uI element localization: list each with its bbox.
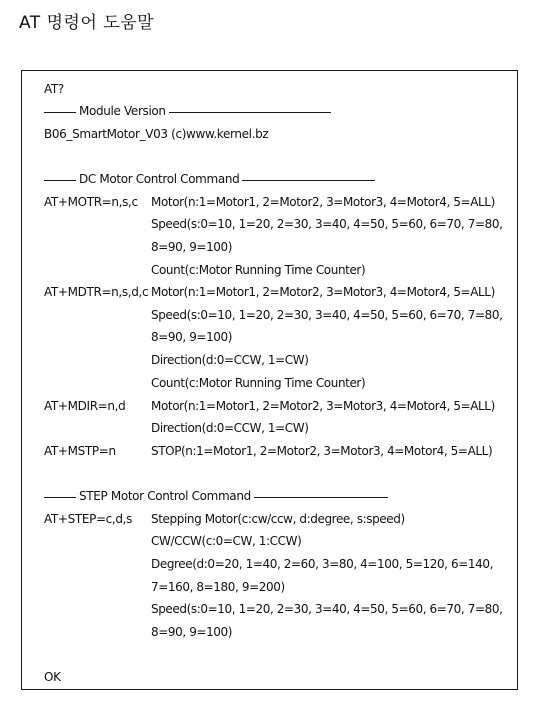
- command-desc-line: Count(c:Motor Running Time Counter): [151, 263, 366, 277]
- command-name: AT+STEP=c,d,s: [44, 512, 133, 526]
- command-desc-line: Motor(n:1=Motor1, 2=Motor2, 3=Motor3, 4=Motor4, 5=ALL): [151, 399, 495, 413]
- rule-left: [44, 180, 76, 181]
- command-desc-line: Direction(d:0=CCW, 1=CW): [151, 421, 309, 435]
- command-desc-line: Speed(s:0=10, 1=20, 2=30, 3=40, 4=50, 5=60, 6=70, 7=80,: [151, 308, 503, 322]
- query-line: AT?: [44, 82, 64, 96]
- command-name: AT+MDTR=n,s,d,c: [44, 285, 149, 299]
- command-desc-line: STOP(n:1=Motor1, 2=Motor2, 3=Motor3, 4=Motor4, 5=ALL): [151, 444, 493, 458]
- rule-right: [169, 112, 331, 113]
- rule-left: [44, 497, 76, 498]
- command-desc-line: Degree(d:0=20, 1=40, 2=60, 3=80, 4=100, 5=120, 6=140,: [151, 557, 494, 571]
- command-name: AT+MSTP=n: [44, 444, 116, 458]
- command-desc-line: Speed(s:0=10, 1=20, 2=30, 3=40, 4=50, 5=60, 6=70, 7=80,: [151, 217, 503, 231]
- ok-line: OK: [44, 670, 61, 684]
- command-name: AT+MDIR=n,d: [44, 399, 126, 413]
- command-desc-line: 8=90, 9=100): [151, 330, 233, 344]
- page-title: AT 명령어 도움말: [19, 13, 155, 33]
- command-desc-line: Motor(n:1=Motor1, 2=Motor2, 3=Motor3, 4=Motor4, 5=ALL): [151, 195, 495, 209]
- dc-motor-section-header: [44, 171, 375, 187]
- module-version-header: [44, 103, 331, 119]
- command-desc-line: 8=90, 9=100): [151, 240, 233, 254]
- section-label: Module Version: [79, 104, 166, 118]
- section-label: STEP Motor Control Command: [79, 489, 251, 503]
- command-desc-line: Motor(n:1=Motor1, 2=Motor2, 3=Motor3, 4=Motor4, 5=ALL): [151, 285, 495, 299]
- rule-right: [254, 497, 388, 498]
- command-desc-line: 7=160, 8=180, 9=200): [151, 580, 285, 594]
- version-line: B06_SmartMotor_V03 (c)www.kernel.bz: [44, 127, 269, 141]
- command-desc-line: Stepping Motor(c:cw/ccw, d:degree, s:speed): [151, 512, 405, 526]
- command-desc-line: CW/CCW(c:0=CW, 1:CCW): [151, 534, 302, 548]
- section-label: DC Motor Control Command: [79, 172, 240, 186]
- command-desc-line: Count(c:Motor Running Time Counter): [151, 376, 366, 390]
- rule-left: [44, 112, 76, 113]
- command-name: AT+MOTR=n,s,c: [44, 195, 138, 209]
- command-help-box: [21, 70, 518, 690]
- step-motor-section-header: [44, 488, 388, 504]
- command-desc-line: Speed(s:0=10, 1=20, 2=30, 3=40, 4=50, 5=60, 6=70, 7=80,: [151, 602, 503, 616]
- rule-right: [242, 180, 375, 181]
- command-desc-line: 8=90, 9=100): [151, 625, 233, 639]
- command-desc-line: Direction(d:0=CCW, 1=CW): [151, 353, 309, 367]
